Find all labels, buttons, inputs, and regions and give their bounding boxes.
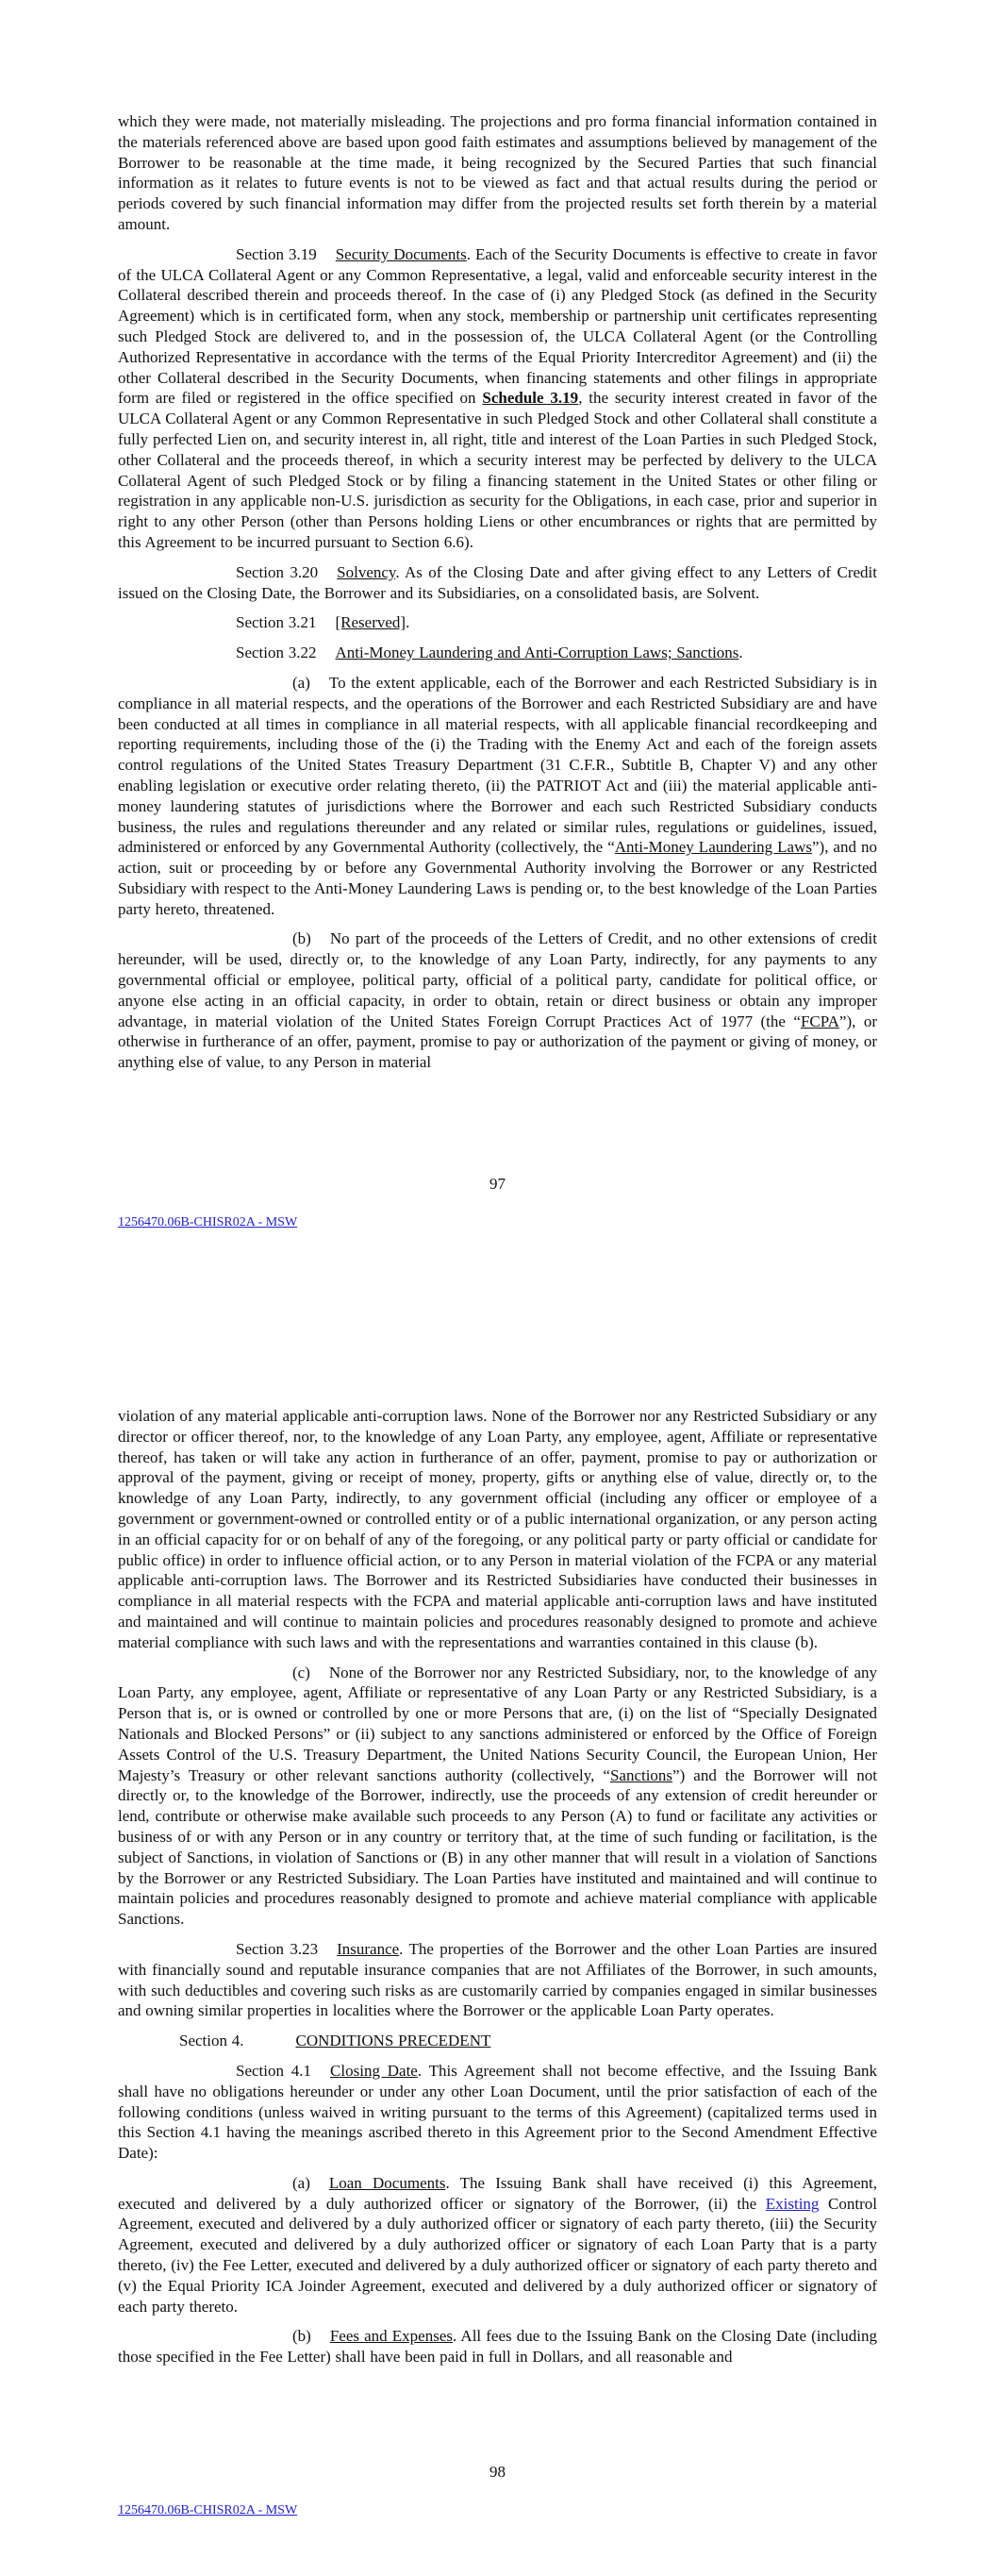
underlined-text: Security Documents [335, 244, 467, 263]
body-text: . [406, 613, 410, 632]
page-number: 98 [489, 2463, 506, 2481]
document-id-link[interactable]: 1256470.06B-CHISR02A - MSW [118, 2503, 298, 2517]
body-text: . As of the Closing Date and after giving effect to any Letters of Credit issued on the Closing Date, the Borrower and its Subsidiaries, on a consolidated basis, are Solvent. [118, 562, 878, 602]
paragraph [118, 1406, 877, 1653]
underlined-text: Loan Documents [328, 2173, 446, 2192]
body-text: , the security interest created in favor of the ULCA Collateral Agent or any Common Representative in such Pledged Stock and other Collateral shall constitute a fully perfected Lien on, and security interest in, all right, title and interest of the Loan Parties in such Pledged Stock, other Collateral and the proceeds thereof, in which a security interest may be perfected by delivery to the ULCA Collateral Agent of such Pledged Stock or by filing a financing statement in the United States or other filing or registration in any applicable non-U.S. jurisdiction as security for the Obligations, in each case, prior and superior in right to any other Person (other than Persons holding Liens or other encumbrances or rights that are permitted by this Agreement to be incurred pursuant to Section 6.6). [118, 389, 877, 551]
paragraph [118, 1663, 877, 1930]
bold-underlined-text: Schedule 3.19 [482, 389, 579, 408]
body-text: No part of the proceeds of the Letters of Credit, and no other extensions of credit hereunder, will be used, directly or, to the knowledge of any Loan Party, indirectly, for any payments to any governmental official or employee, political party, official of a political party, candidate for political office, or anyone else acting in an official capacity, in order to obtain, retain or direct business or obtain any improper advantage, in material violation of the United States Foreign Corrupt Practices Act of 1977 (the “ [118, 929, 877, 1030]
underlined-text: Anti-Money Laundering and Anti-Corruption Laws; Sanctions [335, 644, 739, 662]
underlined-text: Solvency [337, 562, 396, 581]
document-page [0, 1288, 995, 2576]
underlined-text: Closing Date [330, 2061, 418, 2080]
body-text: To the extent applicable, each of the Borrower and each Restricted Subsidiary is in compliance in all material respects, and the operations of the Borrower and each Restricted Subsidiary are and have been conducted at all times in compliance in all material respects, with all applicable financial recordkeeping and reporting requirements, including those of the (i) the Trading with the Enemy Act and each of the foreign assets control regulations of the United States Treasury Department (31 C.F.R., Subtitle B, Chapter V) and any other enabling legislation or executive order relating thereto, (ii) the PATRIOT Act and (iii) the material applicable anti-money laundering statutes of jurisdictions where the Borrower and each such Restricted Subsidiary conducts business, the rules and regulations thereunder and any related or similar rules, regulations or guidelines, issued, administered or enforced by any Governmental Authority (collectively, the “ [118, 673, 877, 857]
body-text: . The Issuing Bank shall have received (i) this Agreement, executed and delivered by a duly authorized officer or signatory of the Borrower, (ii) the [118, 2173, 877, 2213]
paragraph [118, 2173, 877, 2317]
body-text: Section 3.23 [236, 1939, 319, 1958]
underlined-text: CONDITIONS PRECEDENT [295, 2032, 491, 2050]
body-text: . All fees due to the Issuing Bank on the Closing Date (including those specified in the Fee Letter) shall have been paid in full in Dollars, and all reasonable and [118, 2327, 877, 2367]
paragraph [118, 1939, 877, 2021]
body-text: Section 3.22 [236, 644, 317, 662]
body-text: . [738, 644, 743, 662]
paragraph [118, 612, 877, 633]
body-text: (b) [292, 929, 311, 948]
paragraph [118, 111, 877, 235]
paragraph [118, 2031, 877, 2051]
paragraph [118, 562, 877, 604]
page-number: 97 [489, 1175, 506, 1193]
body-text: (b) [292, 2327, 311, 2346]
body-text: (c) [292, 1663, 310, 1681]
body-text: Section 3.19 [236, 244, 317, 263]
body-text: Section 3.20 [236, 562, 319, 581]
paragraph [118, 673, 877, 920]
body-text: . The properties of the Borrower and the other Loan Parties are insured with financially sound and reputable insurance companies that are not Affiliates of the Borrower, in such amounts, with such deductibles and covering such risks as are customarily carried by companies engaged in similar businesses and owning similar properties in localities where the Borrower or the applicable Loan Party operates. [118, 1939, 877, 2020]
page-text-column [0, 0, 995, 1073]
body-text: which they were made, not materially misleading. The projections and pro forma financial information contained in the materials referenced above are based upon good faith estimates and assumptions believed by management of the Borrower to be reasonable at the time made, it being recognized by the Secured Parties that such financial information as it relates to future events is not to be viewed as fact and that actual results during the period or periods covered by such financial information may differ from the projected results set forth therein by a material amount. [118, 112, 877, 233]
body-text: (a) [292, 673, 310, 692]
paragraph [118, 2326, 877, 2367]
underlined-text: Sanctions [609, 1765, 673, 1784]
body-text: None of the Borrower nor any Restricted Subsidiary, nor, to the knowledge of any Loan Party, any employee, agent, Affiliate or representative of any Loan Party or any Restricted Subsidiary, is a Person that is, or is owned or controlled by one or more Persons that are, (i) on the list of “Specially Designated Nationals and Blocked Persons” or (ii) subject to any sanctions administered or enforced by the Office of Foreign Assets Control of the U.S. Treasury Department, the United Nations Security Council, the European Union, Her Majesty’s Treasury or other relevant sanctions authority (collectively, “ [118, 1663, 877, 1784]
paragraph [118, 244, 877, 553]
body-text: ”), or otherwise in furtherance of an offer, payment, promise to pay or authorization of the payment or giving of money, or anything else of value, to any Person in material [118, 1012, 877, 1072]
paragraph [118, 2061, 877, 2164]
body-text: Section 3.21 [236, 613, 317, 632]
body-text: . Each of the Security Documents is effective to create in favor of the ULCA Collateral Agent or any Common Representative, a legal, valid and enforceable security interest in the Collateral described therein and proceeds thereof. In the case of (i) any Pledged Stock (as defined in the Security Agreement) which is in certificated form, when any stock, membership or partnership unit certificates representing such Pledged Stock are delivered to, and in the possession of, the ULCA Collateral Agent (or the Controlling Authorized Representative in accordance with the terms of the Equal Priority Intercreditor Agreement) and (ii) the other Collateral described in the Security Documents, when financing statements and other filings in appropriate form are filed or registered in the office specified on [118, 244, 877, 408]
document-id-link[interactable]: 1256470.06B-CHISR02A - MSW [118, 1215, 298, 1229]
underlined-text: FCPA [800, 1012, 839, 1030]
underlined-text: Anti-Money Laundering Laws [614, 838, 812, 857]
hyperlink-text[interactable]: Existing [765, 2194, 820, 2213]
paragraph [118, 928, 877, 1073]
underlined-text: [Reserved] [335, 613, 406, 632]
body-text: ”), and no action, suit or proceeding by or before any Governmental Authority involving the Borrower or any Restricted Subsidiary with respect to the Anti-Money Laundering Laws is pending or, to the best knowledge of the Loan Parties party hereto, threatened. [118, 838, 877, 918]
page-text-column [0, 1288, 995, 2367]
underlined-text: Fees and Expenses [329, 2327, 453, 2346]
underlined-text: Insurance [337, 1939, 400, 1958]
body-text: violation of any material applicable anti-corruption laws. None of the Borrower nor any Restricted Subsidiary or any director or officer thereof, nor, to the knowledge of any Loan Party, any employee, agent, Affiliate or representative thereof, has taken or will take any action in furtherance of an offer, payment, promise to pay or authorization or approval of the payment, giving or receipt of money, property, gifts or anything else of value, directly or, to the knowledge of any Loan Party, indirectly, to any government official (including any officer or employee of a government or government-owned or controlled entity or of a public international organization, or any person acting in an official capacity for or on behalf of any of the foregoing, or any political party or party official or candidate for public office) in order to influence official action, or to any Person in material violation of the FCPA or any material applicable anti-corruption laws. The Borrower and its Restricted Subsidiaries have conducted their businesses in compliance in all material respects with the FCPA and material applicable anti-corruption laws and have instituted and maintained and will continue to maintain policies and procedures reasonably designed to promote and achieve material compliance with such laws and with the representations and warranties contained in this clause (b). [118, 1407, 877, 1651]
body-text: Section 4. [179, 2032, 244, 2050]
body-text: Control Agreement, executed and delivered by a duly authorized officer or signatory of each party thereto, (iii) the Security Agreement, executed and delivered by a duly authorized officer or signatory of each Loan Party that is a party thereto, (iv) the Fee Letter, executed and delivered by a duly authorized officer or signatory of each party thereto and (v) the Equal Priority ICA Joinder Agreement, executed and delivered by a duly authorized officer or signatory of each party thereto. [118, 2194, 877, 2316]
body-text: Section 4.1 [236, 2061, 312, 2080]
body-text: ”) and the Borrower will not directly or, to the knowledge of the Borrower, indirectly, use the proceeds of any extension of credit hereunder or lend, contribute or otherwise make available such proceeds to any Person (A) to fund or facilitate any activities or business of or with any Person or in any country or territory that, at the time of such funding or facilitation, is the subject of Sanctions, in violation of Sanctions or (B) in any other manner that will result in a violation of Sanctions by the Borrower or any Restricted Subsidiary. The Loan Parties have instituted and maintained and will continue to maintain policies and procedures reasonably designed to promote and achieve material compliance with applicable Sanctions. [118, 1765, 877, 1929]
body-text: (a) [292, 2173, 310, 2192]
body-text: . This Agreement shall not become effective, and the Issuing Bank shall have no obligations hereunder or under any other Loan Document, until the prior satisfaction of each of the following conditions (unless waived in writing pursuant to the terms of this Agreement) (capitalized terms used in this Section 4.1 having the meanings ascribed thereto in this Agreement prior to the Second Amendment Effective Date): [118, 2061, 877, 2163]
paragraph [118, 643, 877, 663]
